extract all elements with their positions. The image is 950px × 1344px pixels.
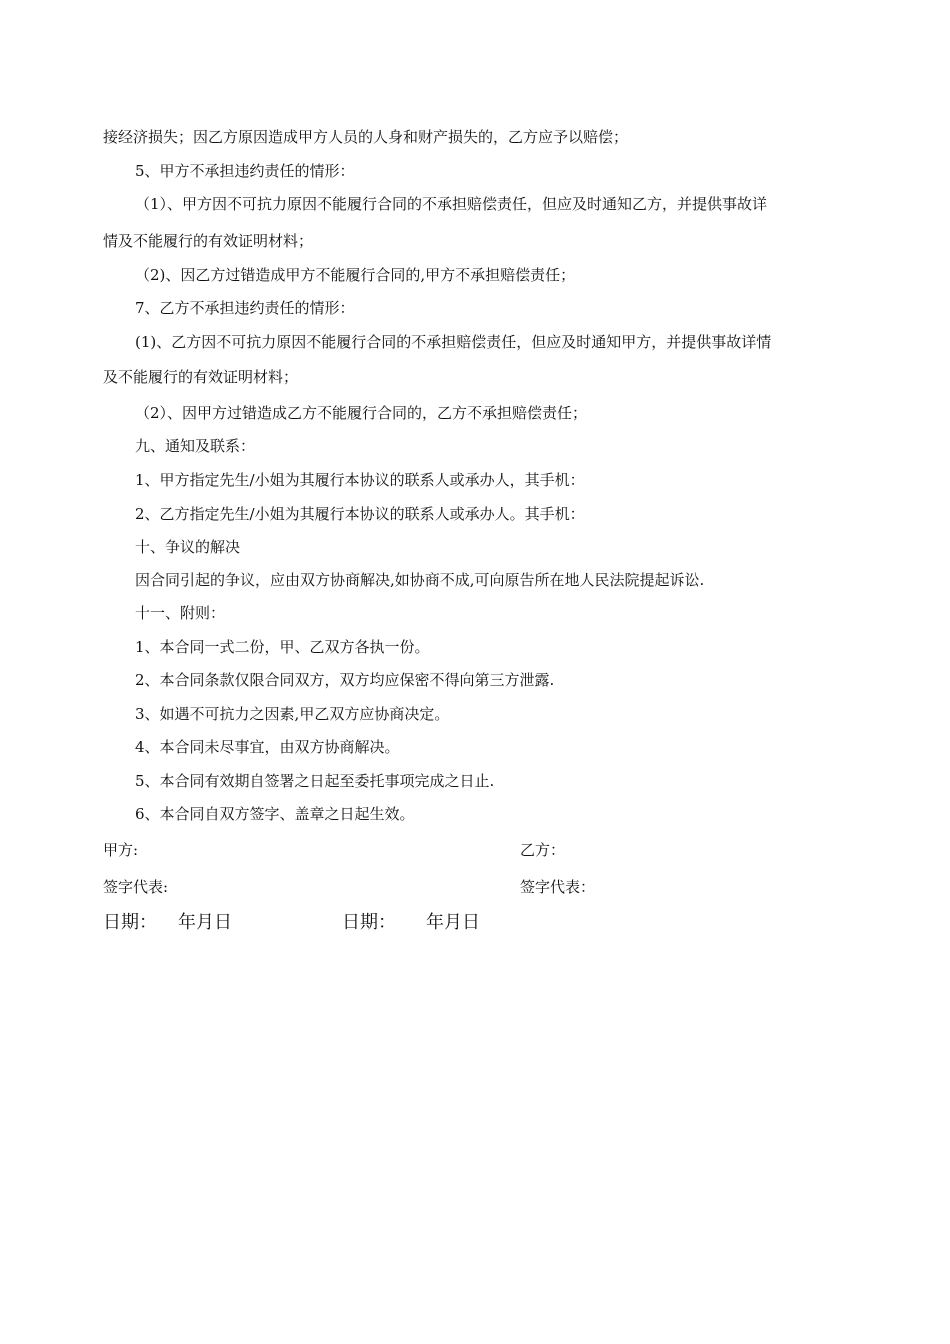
- date-b-value: 年月日: [426, 912, 480, 933]
- clause-5-item-1-line-1: （1）、甲方因不可抗力原因不能履行合同的不承担赔偿责任，但应及时通知乙方，并提供事故详: [135, 195, 768, 213]
- clause-7-heading: 7、乙方不承担违约责任的情形：: [135, 299, 355, 317]
- section-11-item-3: 3、如遇不可抗力之因素,甲乙双方应协商决定。: [135, 705, 450, 723]
- clause-7-item-1-line-2: 及不能履行的有效证明材料；: [103, 368, 299, 386]
- section-11-item-2: 2、本合同条款仅限合同双方，双方均应保密不得向第三方泄露.: [135, 671, 555, 689]
- section-9-heading: 九、通知及联系：: [135, 437, 256, 455]
- representative-a-label: 签字代表:: [103, 878, 169, 896]
- section-10-text: 因合同引起的争议，应由双方协商解决,如协商不成,可向原告所在地人民法院提起诉讼.: [135, 571, 705, 589]
- representative-b-label: 签字代表：: [520, 878, 596, 896]
- section-11-item-6: 6、本合同自双方签字、盖章之日起生效。: [135, 805, 415, 823]
- party-a-label: 甲方:: [103, 841, 139, 859]
- paragraph-continuation: 接经济损失；因乙方原因造成甲方人员的人身和财产损失的，乙方应予以赔偿；: [103, 128, 629, 146]
- section-11-heading: 十一、附则：: [135, 604, 226, 622]
- section-11-item-5: 5、本合同有效期自签署之日起至委托事项完成之日止.: [135, 772, 495, 790]
- section-11-item-1: 1、本合同一式二份，甲、乙双方各执一份。: [135, 638, 430, 656]
- clause-5-item-2: （2)、因乙方过错造成甲方不能履行合同的,甲方不承担赔偿责任；: [135, 266, 576, 284]
- clause-7-item-2: （2）、因甲方过错造成乙方不能履行合同的，乙方不承担赔偿责任；: [135, 404, 588, 422]
- clause-5-item-1-line-2: 情及不能履行的有效证明材料；: [103, 232, 314, 250]
- clause-7-item-1-line-1: (1)、乙方因不可抗力原因不能履行合同的不承担赔偿责任，但应及时通知甲方，并提供事故详情: [135, 333, 772, 351]
- clause-5-heading: 5、甲方不承担违约责任的情形：: [135, 162, 355, 180]
- party-b-label: 乙方：: [520, 841, 566, 859]
- section-9-item-2: 2、乙方指定先生/小姐为其履行本协议的联系人或承办人。其手机：: [135, 505, 585, 523]
- date-b-label: 日期：: [342, 912, 396, 933]
- section-10-heading: 十、争议的解决: [135, 538, 241, 556]
- section-9-item-1: 1、甲方指定先生/小姐为其履行本协议的联系人或承办人，其手机：: [135, 471, 585, 489]
- section-11-item-4: 4、本合同未尽事宜，由双方协商解决。: [135, 738, 400, 756]
- date-a-label: 日期：: [103, 912, 157, 933]
- date-a-value: 年月日: [178, 912, 232, 933]
